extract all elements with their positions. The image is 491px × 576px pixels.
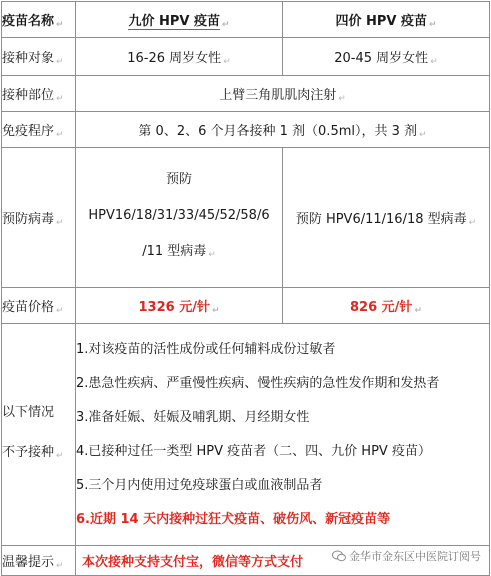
header-vaccine-name: 疫苗名称 ↵ (2, 2, 76, 38)
row-site (2, 76, 490, 112)
price-label: 疫苗价格 ↵ (2, 288, 76, 324)
contra-item: 4.已接种过任一类型 HPV 疫苗者（二、四、九价 HPV 疫苗） (76, 443, 431, 459)
contra-label-line-1: 以下情况 (2, 405, 55, 420)
header-row (2, 2, 490, 38)
tips-value: 本次接种支持支付宝，微信等方式支付 (76, 546, 490, 576)
virus-nine-line-1: 预防 (165, 172, 192, 187)
watermark (332, 548, 481, 564)
target-nine-valent: 16-26 周岁女性 ↵ (76, 38, 283, 76)
row-price (2, 288, 490, 324)
contra-item: 1.对该疫苗的活性成份或任何辅料成份过敏者 (76, 341, 336, 357)
row-virus (2, 148, 490, 288)
virus-nine-line-3: /11 型病毒 ↵ (142, 244, 216, 260)
target-four-valent: 20-45 周岁女性 ↵ (283, 38, 490, 76)
watermark-text: 金华市金东区中医院订阅号 (349, 550, 481, 563)
contra-item-highlight: 6.近期 14 天内接种过狂犬疫苗、破伤风、新冠疫苗等 (76, 511, 391, 527)
contra-item: 2.患急性疾病、严重慢性疾病、慢性疾病的急性发作期和发热者 (76, 375, 440, 391)
virus-label: 预防病毒 ↵ (2, 148, 76, 288)
virus-nine-valent (76, 148, 283, 288)
price-four-valent: 826 元/针 ↵ (283, 288, 490, 324)
hpv-vaccine-table (1, 1, 490, 576)
contra-list (76, 324, 490, 546)
wechat-icon (332, 550, 346, 562)
virus-four-valent: 预防 HPV6/11/16/18 型病毒 ↵ (283, 148, 490, 288)
row-schedule (2, 112, 490, 148)
contra-label (2, 324, 76, 546)
site-value: 上臂三角肌肌肉注射 ↵ (76, 76, 490, 112)
contra-item: 5.三个月内使用过免疫球蛋白或血液制品者 (76, 477, 323, 493)
schedule-value: 第 0、2、6 个月各接种 1 剂（0.5ml），共 3 剂 ↵ (76, 112, 490, 148)
row-target (2, 38, 490, 76)
price-nine-valent: 1326 元/针 ↵ (76, 288, 283, 324)
header-nine-valent: 九价 HPV 疫苗 ↵ (76, 2, 283, 38)
contra-item: 3.准备妊娠、妊娠及哺乳期、月经期女性 (76, 409, 310, 425)
site-label: 接种部位 ↵ (2, 76, 76, 112)
tips-label: 温馨提示 ↵ (2, 546, 76, 576)
contra-label-line-2: 不予接种 ↵ (2, 445, 64, 461)
virus-nine-line-2: HPV16/18/31/33/45/52/58/6 (88, 208, 270, 223)
row-contraindications (2, 324, 490, 546)
header-four-valent: 四价 HPV 疫苗 ↵ (283, 2, 490, 38)
target-label: 接种对象 ↵ (2, 38, 76, 76)
schedule-label: 免疫程序 ↵ (2, 112, 76, 148)
